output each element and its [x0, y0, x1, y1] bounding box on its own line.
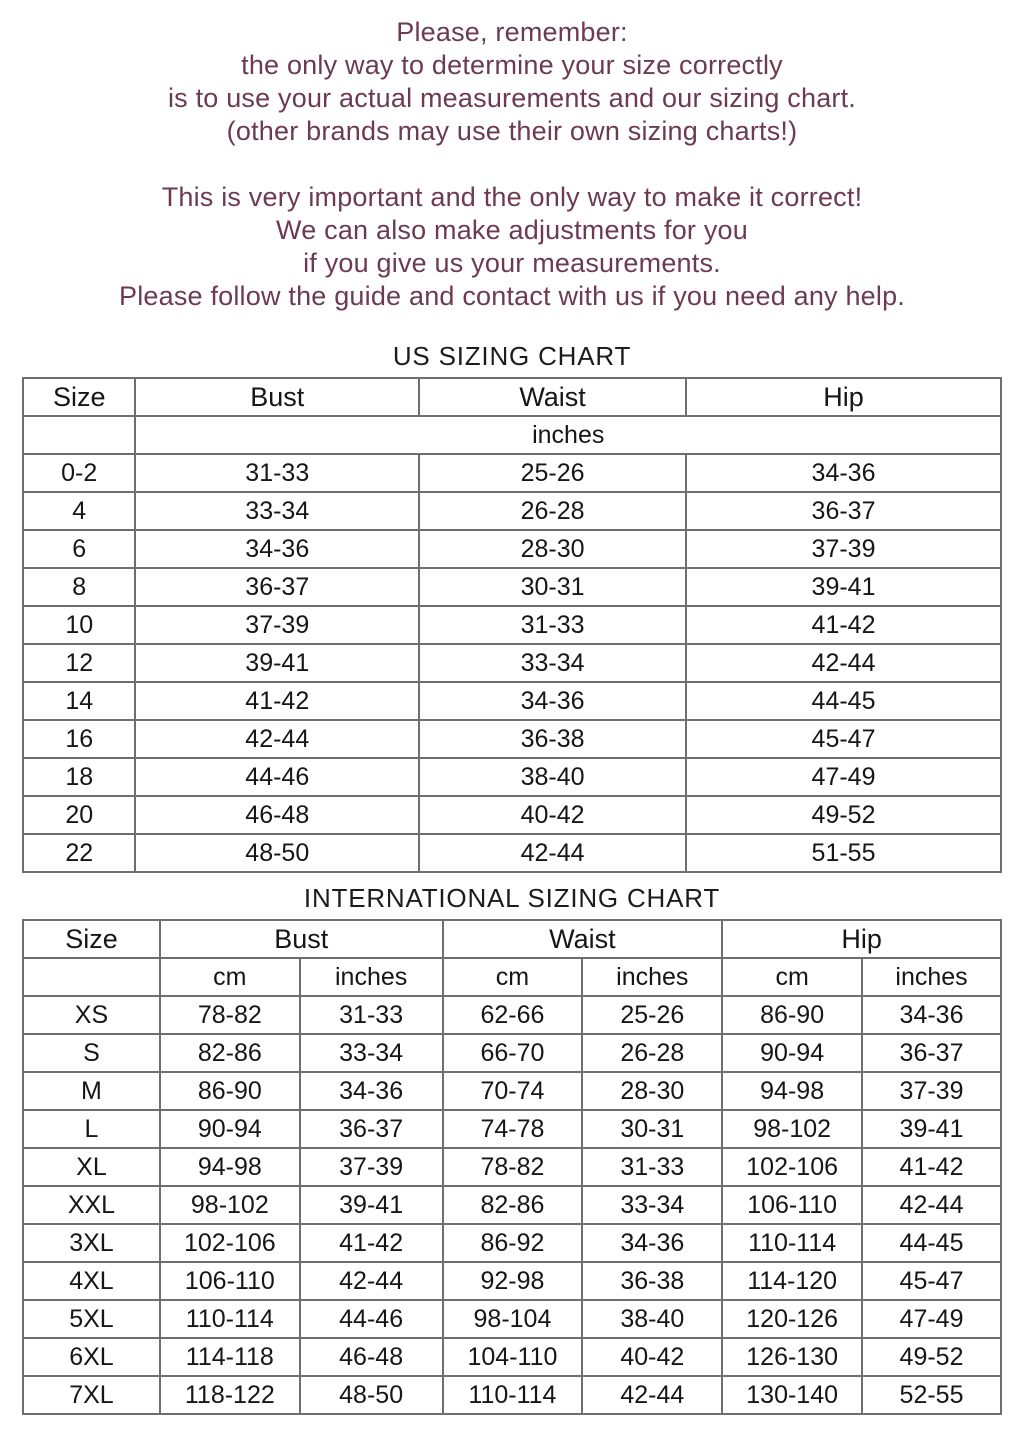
table-header-row — [23, 920, 1001, 958]
table-row — [23, 1148, 1001, 1186]
table-cell: 98-104 — [443, 1300, 583, 1338]
intro-line: We can also make adjustments for you — [276, 215, 748, 245]
table-cell: 4 — [23, 492, 135, 530]
table-cell: 12 — [23, 644, 135, 682]
table-cell: 110-114 — [443, 1376, 583, 1414]
table-cell: 102-106 — [160, 1224, 300, 1262]
table-cell: 25-26 — [582, 996, 722, 1034]
table-cell: 90-94 — [722, 1034, 862, 1072]
table-cell: 98-102 — [722, 1110, 862, 1148]
intl-sizing-table — [22, 919, 1002, 1415]
subcolumn-waist-cm: cm — [443, 958, 583, 996]
table-row — [23, 996, 1001, 1034]
table-cell: S — [23, 1034, 160, 1072]
table-cell: 51-55 — [686, 834, 1001, 872]
table-cell: 34-36 — [582, 1224, 722, 1262]
table-cell: 42-44 — [300, 1262, 443, 1300]
table-row — [23, 454, 1001, 492]
intro-paragraph-1 — [0, 16, 1024, 148]
table-cell: 52-55 — [862, 1376, 1001, 1414]
empty-cell — [23, 958, 160, 996]
table-cell: 37-39 — [862, 1072, 1001, 1110]
intl-chart-title: INTERNATIONAL SIZING CHART — [303, 883, 721, 913]
table-cell: 37-39 — [135, 606, 419, 644]
table-row — [23, 758, 1001, 796]
us-chart-body — [23, 454, 1001, 872]
subcolumn-bust-inches: inches — [300, 958, 443, 996]
table-cell: 110-114 — [160, 1300, 300, 1338]
intro-line: This is very important and the only way to make it correct! — [161, 182, 863, 212]
table-cell: 36-38 — [419, 720, 686, 758]
table-cell: 39-41 — [862, 1110, 1001, 1148]
empty-cell — [23, 416, 135, 454]
table-cell: 42-44 — [862, 1186, 1001, 1224]
table-cell: 44-45 — [686, 682, 1001, 720]
table-cell: 49-52 — [862, 1338, 1001, 1376]
table-cell: 20 — [23, 796, 135, 834]
table-cell: 106-110 — [722, 1186, 862, 1224]
table-cell: 39-41 — [135, 644, 419, 682]
table-cell: 41-42 — [686, 606, 1001, 644]
table-row — [23, 1300, 1001, 1338]
table-cell: 49-52 — [686, 796, 1001, 834]
table-cell: 70-74 — [443, 1072, 583, 1110]
table-cell: 34-36 — [300, 1072, 443, 1110]
table-cell: XS — [23, 996, 160, 1034]
table-cell: 36-37 — [300, 1110, 443, 1148]
table-row — [23, 1110, 1001, 1148]
table-row — [23, 492, 1001, 530]
table-row — [23, 1376, 1001, 1414]
table-cell: 106-110 — [160, 1262, 300, 1300]
table-cell: 44-45 — [862, 1224, 1001, 1262]
table-cell: 36-37 — [862, 1034, 1001, 1072]
column-header-hip: Hip — [722, 920, 1001, 958]
table-cell: 46-48 — [300, 1338, 443, 1376]
table-cell: 92-98 — [443, 1262, 583, 1300]
table-cell: 10 — [23, 606, 135, 644]
us-table-head — [23, 378, 1001, 454]
table-cell: 90-94 — [160, 1110, 300, 1148]
table-cell: 38-40 — [419, 758, 686, 796]
table-cell: 6 — [23, 530, 135, 568]
table-cell: 62-66 — [443, 996, 583, 1034]
table-cell: 110-114 — [722, 1224, 862, 1262]
table-cell: 38-40 — [582, 1300, 722, 1338]
table-cell: 86-90 — [160, 1072, 300, 1110]
table-cell: 48-50 — [135, 834, 419, 872]
table-row — [23, 530, 1001, 568]
table-cell: 0-2 — [23, 454, 135, 492]
table-cell: XL — [23, 1148, 160, 1186]
table-cell: 37-39 — [300, 1148, 443, 1186]
table-cell: 45-47 — [686, 720, 1001, 758]
subcolumn-bust-cm: cm — [160, 958, 300, 996]
table-cell: 40-42 — [582, 1338, 722, 1376]
table-cell: 39-41 — [686, 568, 1001, 606]
table-cell: 82-86 — [160, 1034, 300, 1072]
table-cell: 28-30 — [419, 530, 686, 568]
table-cell: 26-28 — [582, 1034, 722, 1072]
table-cell: 41-42 — [300, 1224, 443, 1262]
table-cell: 26-28 — [419, 492, 686, 530]
table-cell: 102-106 — [722, 1148, 862, 1186]
table-cell: 86-90 — [722, 996, 862, 1034]
table-cell: 33-34 — [419, 644, 686, 682]
unit-row — [23, 416, 1001, 454]
table-cell: 30-31 — [582, 1110, 722, 1148]
table-cell: 14 — [23, 682, 135, 720]
table-cell: 31-33 — [135, 454, 419, 492]
table-cell: 33-34 — [300, 1034, 443, 1072]
table-row — [23, 720, 1001, 758]
intro-text — [0, 0, 1024, 313]
table-cell: 37-39 — [686, 530, 1001, 568]
table-row — [23, 644, 1001, 682]
column-header-hip: Hip — [686, 378, 1001, 416]
table-cell: 126-130 — [722, 1338, 862, 1376]
table-cell: 45-47 — [862, 1262, 1001, 1300]
table-cell: 4XL — [23, 1262, 160, 1300]
column-header-waist: Waist — [443, 920, 723, 958]
table-row — [23, 682, 1001, 720]
table-cell: 42-44 — [582, 1376, 722, 1414]
column-header-bust: Bust — [135, 378, 419, 416]
table-cell: 42-44 — [135, 720, 419, 758]
us-chart-title: US SIZING CHART — [392, 341, 632, 371]
table-row — [23, 568, 1001, 606]
intro-line: Please, remember: — [396, 17, 628, 47]
table-cell: 42-44 — [686, 644, 1001, 682]
table-cell: 44-46 — [300, 1300, 443, 1338]
table-cell: 78-82 — [160, 996, 300, 1034]
table-row — [23, 1224, 1001, 1262]
intl-chart-body — [23, 996, 1001, 1414]
table-cell: 6XL — [23, 1338, 160, 1376]
intro-line: Please follow the guide and contact with us if you need any help. — [118, 281, 905, 311]
table-cell: 48-50 — [300, 1376, 443, 1414]
column-header-size: Size — [23, 920, 160, 958]
table-cell: 7XL — [23, 1376, 160, 1414]
subcolumn-waist-inches: inches — [582, 958, 722, 996]
table-cell: 39-41 — [300, 1186, 443, 1224]
table-cell: 30-31 — [419, 568, 686, 606]
table-row — [23, 1338, 1001, 1376]
intro-line: is to use your actual measurements and our sizing chart. — [167, 83, 857, 113]
table-cell: 44-46 — [135, 758, 419, 796]
table-cell: 118-122 — [160, 1376, 300, 1414]
table-cell: 34-36 — [862, 996, 1001, 1034]
table-row — [23, 796, 1001, 834]
table-cell: 47-49 — [862, 1300, 1001, 1338]
table-cell: 42-44 — [419, 834, 686, 872]
table-cell: 120-126 — [722, 1300, 862, 1338]
table-cell: 41-42 — [135, 682, 419, 720]
table-cell: 31-33 — [582, 1148, 722, 1186]
table-cell: M — [23, 1072, 160, 1110]
table-cell: 18 — [23, 758, 135, 796]
table-cell: 33-34 — [135, 492, 419, 530]
column-header-size: Size — [23, 378, 135, 416]
table-cell: 34-36 — [419, 682, 686, 720]
table-cell: XXL — [23, 1186, 160, 1224]
table-cell: 94-98 — [160, 1148, 300, 1186]
table-cell: 16 — [23, 720, 135, 758]
subcolumn-hip-cm: cm — [722, 958, 862, 996]
subcolumn-hip-inches: inches — [862, 958, 1001, 996]
intro-line: the only way to determine your size correctly — [241, 50, 783, 80]
table-row — [23, 1072, 1001, 1110]
unit-label-inches: inches — [135, 416, 1001, 454]
table-row — [23, 834, 1001, 872]
table-cell: 66-70 — [443, 1034, 583, 1072]
table-cell: 82-86 — [443, 1186, 583, 1224]
intro-paragraph-2 — [0, 181, 1024, 313]
table-row — [23, 1186, 1001, 1224]
table-cell: 130-140 — [722, 1376, 862, 1414]
table-cell: 34-36 — [686, 454, 1001, 492]
table-cell: 86-92 — [443, 1224, 583, 1262]
table-row — [23, 606, 1001, 644]
table-cell: 104-110 — [443, 1338, 583, 1376]
table-row — [23, 1034, 1001, 1072]
table-cell: 46-48 — [135, 796, 419, 834]
table-cell: 5XL — [23, 1300, 160, 1338]
table-cell: 94-98 — [722, 1072, 862, 1110]
table-cell: 47-49 — [686, 758, 1001, 796]
column-header-waist: Waist — [419, 378, 686, 416]
table-cell: 78-82 — [443, 1148, 583, 1186]
column-header-bust: Bust — [160, 920, 443, 958]
intl-table-head — [23, 920, 1001, 996]
table-cell: 74-78 — [443, 1110, 583, 1148]
table-cell: 22 — [23, 834, 135, 872]
table-row — [23, 1262, 1001, 1300]
table-cell: 3XL — [23, 1224, 160, 1262]
table-cell: 98-102 — [160, 1186, 300, 1224]
table-cell: 40-42 — [419, 796, 686, 834]
intro-line: (other brands may use their own sizing charts!) — [226, 116, 798, 146]
us-sizing-table — [22, 377, 1002, 873]
table-cell: 34-36 — [135, 530, 419, 568]
table-cell: 31-33 — [419, 606, 686, 644]
table-header-row — [23, 378, 1001, 416]
table-cell: 8 — [23, 568, 135, 606]
unit-row — [23, 958, 1001, 996]
table-cell: 41-42 — [862, 1148, 1001, 1186]
table-cell: L — [23, 1110, 160, 1148]
table-cell: 36-38 — [582, 1262, 722, 1300]
table-cell: 114-120 — [722, 1262, 862, 1300]
table-cell: 114-118 — [160, 1338, 300, 1376]
table-cell: 28-30 — [582, 1072, 722, 1110]
table-cell: 33-34 — [582, 1186, 722, 1224]
table-cell: 36-37 — [686, 492, 1001, 530]
table-cell: 25-26 — [419, 454, 686, 492]
intro-line: if you give us your measurements. — [303, 248, 721, 278]
table-cell: 31-33 — [300, 996, 443, 1034]
table-cell: 36-37 — [135, 568, 419, 606]
